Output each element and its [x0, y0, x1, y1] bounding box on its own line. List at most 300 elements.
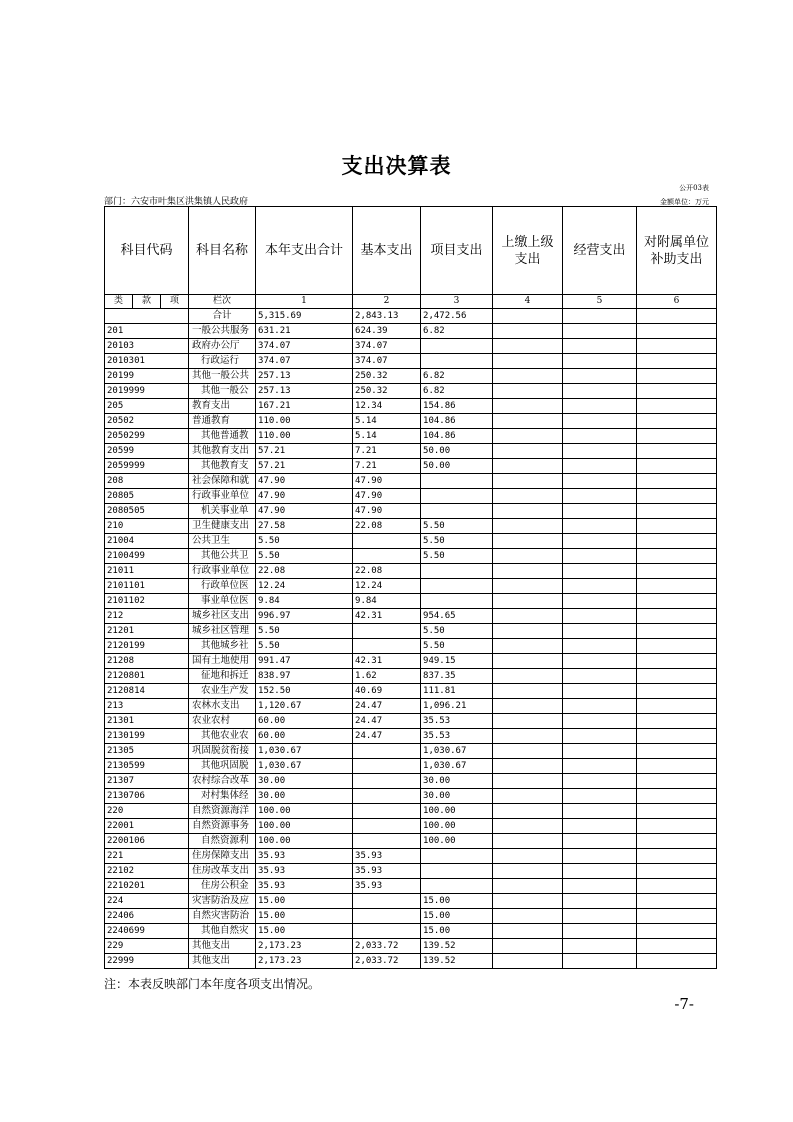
- subsidy-cell: [637, 504, 717, 519]
- total-cell: 57.21: [256, 459, 353, 474]
- upper-cell: [493, 519, 563, 534]
- total-cell: 374.07: [256, 339, 353, 354]
- code-cell: 213: [105, 699, 189, 714]
- subsidy-cell: [637, 759, 717, 774]
- business-cell: [563, 864, 637, 879]
- basic-cell: 250.32: [353, 384, 421, 399]
- table-row: [105, 534, 717, 549]
- table-row: [105, 399, 717, 414]
- subsidy-cell: [637, 834, 717, 849]
- subsidy-cell: [637, 954, 717, 969]
- total-code-cell: [105, 309, 189, 324]
- code-cell: 21004: [105, 534, 189, 549]
- code-cell: 2240699: [105, 924, 189, 939]
- basic-cell: 22.08: [353, 564, 421, 579]
- name-cell: 教育支出: [189, 399, 256, 414]
- header-subsidy: 对附属单位补助支出: [637, 207, 717, 295]
- basic-cell: 40.69: [353, 684, 421, 699]
- code-cell: 22102: [105, 864, 189, 879]
- name-cell: 其他城乡社: [189, 639, 256, 654]
- name-cell: 普通教育: [189, 414, 256, 429]
- project-cell: 50.00: [421, 444, 493, 459]
- header-lanci: 栏次: [189, 295, 256, 309]
- project-cell: 5.50: [421, 534, 493, 549]
- name-cell: 住房改革支出: [189, 864, 256, 879]
- total-cell: 30.00: [256, 789, 353, 804]
- name-cell: 城乡社区支出: [189, 609, 256, 624]
- table-row: [105, 444, 717, 459]
- upper-cell: [493, 834, 563, 849]
- basic-cell: [353, 894, 421, 909]
- business-cell: [563, 384, 637, 399]
- business-cell: [563, 834, 637, 849]
- code-cell: 2010301: [105, 354, 189, 369]
- total-cell: 5.50: [256, 549, 353, 564]
- project-cell: [421, 474, 493, 489]
- code-cell: 20599: [105, 444, 189, 459]
- subsidy-cell: [637, 564, 717, 579]
- basic-cell: 42.31: [353, 654, 421, 669]
- code-cell: 210: [105, 519, 189, 534]
- table-row: [105, 354, 717, 369]
- name-cell: 自然灾害防治: [189, 909, 256, 924]
- upper-cell: [493, 474, 563, 489]
- code-cell: 2080505: [105, 504, 189, 519]
- code-cell: 201: [105, 324, 189, 339]
- business-cell: [563, 759, 637, 774]
- subsidy-cell: [637, 729, 717, 744]
- business-cell: [563, 954, 637, 969]
- basic-cell: [353, 639, 421, 654]
- total-cell: 60.00: [256, 729, 353, 744]
- table-row: [105, 369, 717, 384]
- basic-cell: 35.93: [353, 849, 421, 864]
- business-cell: [563, 729, 637, 744]
- name-cell: 对村集体经: [189, 789, 256, 804]
- upper-cell: [493, 894, 563, 909]
- upper-cell: [493, 819, 563, 834]
- table-row: [105, 459, 717, 474]
- project-cell: 104.86: [421, 414, 493, 429]
- basic-cell: 7.21: [353, 444, 421, 459]
- subsidy-cell: [637, 669, 717, 684]
- business-cell: [563, 684, 637, 699]
- business-cell: [563, 639, 637, 654]
- code-cell: 2120801: [105, 669, 189, 684]
- business-cell: [563, 744, 637, 759]
- project-cell: [421, 489, 493, 504]
- subsidy-cell: [637, 429, 717, 444]
- upper-cell: [493, 714, 563, 729]
- total-basic: 2,843.13: [353, 309, 421, 324]
- name-cell: 机关事业单: [189, 504, 256, 519]
- upper-cell: [493, 759, 563, 774]
- code-cell: 21208: [105, 654, 189, 669]
- basic-cell: 5.14: [353, 414, 421, 429]
- upper-cell: [493, 504, 563, 519]
- subsidy-cell: [637, 819, 717, 834]
- name-cell: 社会保障和就: [189, 474, 256, 489]
- subsidy-cell: [637, 939, 717, 954]
- total-business: [563, 309, 637, 324]
- name-cell: 其他自然灾: [189, 924, 256, 939]
- basic-cell: 250.32: [353, 369, 421, 384]
- total-cell: 1,030.67: [256, 759, 353, 774]
- code-cell: 2100499: [105, 549, 189, 564]
- total-row: [105, 309, 717, 324]
- upper-cell: [493, 564, 563, 579]
- basic-cell: 47.90: [353, 504, 421, 519]
- table-row: [105, 549, 717, 564]
- total-upper: [493, 309, 563, 324]
- code-cell: 2130199: [105, 729, 189, 744]
- total-cell: 47.90: [256, 474, 353, 489]
- name-cell: 征地和拆迁: [189, 669, 256, 684]
- project-cell: [421, 354, 493, 369]
- name-cell: 行政事业单位: [189, 489, 256, 504]
- total-subsidy: [637, 309, 717, 324]
- header-upper: 上缴上级支出: [493, 207, 563, 295]
- basic-cell: 24.47: [353, 714, 421, 729]
- table-row: [105, 594, 717, 609]
- basic-cell: 374.07: [353, 339, 421, 354]
- subsidy-cell: [637, 474, 717, 489]
- subsidy-cell: [637, 699, 717, 714]
- subsidy-cell: [637, 714, 717, 729]
- business-cell: [563, 939, 637, 954]
- subsidy-cell: [637, 579, 717, 594]
- project-cell: 100.00: [421, 804, 493, 819]
- code-cell: 2210201: [105, 879, 189, 894]
- subsidy-cell: [637, 594, 717, 609]
- business-cell: [563, 579, 637, 594]
- upper-cell: [493, 789, 563, 804]
- upper-cell: [493, 909, 563, 924]
- upper-cell: [493, 324, 563, 339]
- subsidy-cell: [637, 849, 717, 864]
- table-row: [105, 429, 717, 444]
- name-cell: 自然资源海洋: [189, 804, 256, 819]
- table-row: [105, 894, 717, 909]
- code-cell: 21301: [105, 714, 189, 729]
- name-cell: 行政单位医: [189, 579, 256, 594]
- total-project: 2,472.56: [421, 309, 493, 324]
- project-cell: 1,030.67: [421, 744, 493, 759]
- subsidy-cell: [637, 609, 717, 624]
- page-title: 支出决算表: [341, 153, 452, 178]
- basic-cell: 24.47: [353, 729, 421, 744]
- project-cell: 100.00: [421, 834, 493, 849]
- table-row: [105, 414, 717, 429]
- subsidy-cell: [637, 549, 717, 564]
- code-cell: 20805: [105, 489, 189, 504]
- basic-cell: [353, 744, 421, 759]
- total-cell: 257.13: [256, 384, 353, 399]
- code-cell: 2019999: [105, 384, 189, 399]
- name-cell: 其他一般公: [189, 384, 256, 399]
- total-cell: 996.97: [256, 609, 353, 624]
- header-basic: 基本支出: [353, 207, 421, 295]
- basic-cell: 624.39: [353, 324, 421, 339]
- col-index-5: 5: [563, 295, 637, 309]
- column-index-row: [105, 295, 717, 309]
- total-cell: 1,120.67: [256, 699, 353, 714]
- upper-cell: [493, 804, 563, 819]
- business-cell: [563, 669, 637, 684]
- project-cell: 104.86: [421, 429, 493, 444]
- basic-cell: 2,033.72: [353, 939, 421, 954]
- basic-cell: 22.08: [353, 519, 421, 534]
- project-cell: 139.52: [421, 939, 493, 954]
- code-cell: 2050299: [105, 429, 189, 444]
- upper-cell: [493, 414, 563, 429]
- name-cell: 住房公积金: [189, 879, 256, 894]
- business-cell: [563, 819, 637, 834]
- name-cell: 城乡社区管理: [189, 624, 256, 639]
- total-cell: 167.21: [256, 399, 353, 414]
- code-cell: 212: [105, 609, 189, 624]
- code-cell: 22999: [105, 954, 189, 969]
- table-row: [105, 609, 717, 624]
- business-cell: [563, 504, 637, 519]
- upper-cell: [493, 444, 563, 459]
- project-cell: 154.86: [421, 399, 493, 414]
- col-index-3: 3: [421, 295, 493, 309]
- project-cell: 949.15: [421, 654, 493, 669]
- business-cell: [563, 474, 637, 489]
- project-cell: 5.50: [421, 519, 493, 534]
- table-row: [105, 804, 717, 819]
- table-row: [105, 909, 717, 924]
- code-cell: 22406: [105, 909, 189, 924]
- project-cell: 15.00: [421, 909, 493, 924]
- table-row: [105, 669, 717, 684]
- table-row: [105, 954, 717, 969]
- total-cell: 110.00: [256, 429, 353, 444]
- business-cell: [563, 564, 637, 579]
- expenditure-table: [104, 206, 717, 969]
- name-cell: 自然资源事务: [189, 819, 256, 834]
- basic-cell: 12.34: [353, 399, 421, 414]
- code-cell: 20502: [105, 414, 189, 429]
- name-cell: 其他教育支出: [189, 444, 256, 459]
- total-cell: 9.84: [256, 594, 353, 609]
- business-cell: [563, 594, 637, 609]
- code-cell: 21305: [105, 744, 189, 759]
- amount-unit-label: 金额单位：万元: [660, 198, 709, 206]
- subsidy-cell: [637, 639, 717, 654]
- col-index-6: 6: [637, 295, 717, 309]
- name-cell: 自然资源利: [189, 834, 256, 849]
- project-cell: 6.82: [421, 384, 493, 399]
- col-index-2: 2: [353, 295, 421, 309]
- basic-cell: [353, 924, 421, 939]
- total-cell: 5.50: [256, 639, 353, 654]
- basic-cell: 35.93: [353, 879, 421, 894]
- name-cell: 农村综合改革: [189, 774, 256, 789]
- business-cell: [563, 399, 637, 414]
- total-cell: 631.21: [256, 324, 353, 339]
- table-row: [105, 639, 717, 654]
- business-cell: [563, 654, 637, 669]
- project-cell: 100.00: [421, 819, 493, 834]
- business-cell: [563, 894, 637, 909]
- code-cell: 21307: [105, 774, 189, 789]
- business-cell: [563, 354, 637, 369]
- project-cell: [421, 879, 493, 894]
- name-cell: 一般公共服务: [189, 324, 256, 339]
- code-cell: 2059999: [105, 459, 189, 474]
- name-cell: 其他一般公共: [189, 369, 256, 384]
- subsidy-cell: [637, 384, 717, 399]
- table-row: [105, 939, 717, 954]
- business-cell: [563, 849, 637, 864]
- subsidy-cell: [637, 339, 717, 354]
- code-cell: 220: [105, 804, 189, 819]
- total-cell: 57.21: [256, 444, 353, 459]
- code-cell: 2101101: [105, 579, 189, 594]
- upper-cell: [493, 549, 563, 564]
- business-cell: [563, 459, 637, 474]
- table-row: [105, 624, 717, 639]
- total-cell: 12.24: [256, 579, 353, 594]
- subsidy-cell: [637, 354, 717, 369]
- business-cell: [563, 339, 637, 354]
- basic-cell: 2,033.72: [353, 954, 421, 969]
- business-cell: [563, 414, 637, 429]
- table-row: [105, 519, 717, 534]
- upper-cell: [493, 534, 563, 549]
- table-row: [105, 564, 717, 579]
- code-cell: 2120199: [105, 639, 189, 654]
- total-cell: 152.50: [256, 684, 353, 699]
- page-number: -7-: [674, 995, 694, 1013]
- form-number: 公开03表: [679, 184, 709, 192]
- upper-cell: [493, 354, 563, 369]
- business-cell: [563, 549, 637, 564]
- header-lei: 类: [105, 295, 133, 309]
- project-cell: [421, 564, 493, 579]
- project-cell: 6.82: [421, 324, 493, 339]
- total-cell: 100.00: [256, 819, 353, 834]
- name-cell: 其他公共卫: [189, 549, 256, 564]
- subsidy-cell: [637, 534, 717, 549]
- header-row: [105, 207, 717, 295]
- total-cell: 991.47: [256, 654, 353, 669]
- upper-cell: [493, 879, 563, 894]
- name-cell: 其他巩固脱: [189, 759, 256, 774]
- table-row: [105, 714, 717, 729]
- project-cell: 837.35: [421, 669, 493, 684]
- project-cell: 5.50: [421, 624, 493, 639]
- project-cell: 35.53: [421, 714, 493, 729]
- upper-cell: [493, 624, 563, 639]
- subsidy-cell: [637, 519, 717, 534]
- upper-cell: [493, 654, 563, 669]
- basic-cell: [353, 804, 421, 819]
- project-cell: 30.00: [421, 774, 493, 789]
- project-cell: 50.00: [421, 459, 493, 474]
- upper-cell: [493, 699, 563, 714]
- code-cell: 20103: [105, 339, 189, 354]
- code-cell: 21011: [105, 564, 189, 579]
- name-cell: 行政事业单位: [189, 564, 256, 579]
- table-row: [105, 789, 717, 804]
- table-row: [105, 849, 717, 864]
- upper-cell: [493, 369, 563, 384]
- business-cell: [563, 924, 637, 939]
- total-cell: 30.00: [256, 774, 353, 789]
- col-index-1: 1: [256, 295, 353, 309]
- upper-cell: [493, 384, 563, 399]
- name-cell: 其他农业农: [189, 729, 256, 744]
- upper-cell: [493, 639, 563, 654]
- name-cell: 农业生产发: [189, 684, 256, 699]
- upper-cell: [493, 684, 563, 699]
- subsidy-cell: [637, 369, 717, 384]
- header-code: 科目代码: [105, 207, 189, 295]
- table-row: [105, 504, 717, 519]
- table-row: [105, 684, 717, 699]
- table-row: [105, 924, 717, 939]
- project-cell: [421, 339, 493, 354]
- project-cell: 30.00: [421, 789, 493, 804]
- business-cell: [563, 369, 637, 384]
- table-row: [105, 879, 717, 894]
- code-cell: 205: [105, 399, 189, 414]
- basic-cell: [353, 909, 421, 924]
- basic-cell: [353, 819, 421, 834]
- subsidy-cell: [637, 864, 717, 879]
- upper-cell: [493, 579, 563, 594]
- subsidy-cell: [637, 399, 717, 414]
- basic-cell: [353, 759, 421, 774]
- upper-cell: [493, 669, 563, 684]
- total-cell: 35.93: [256, 879, 353, 894]
- subsidy-cell: [637, 444, 717, 459]
- code-cell: 229: [105, 939, 189, 954]
- header-kuan: 款: [133, 295, 161, 309]
- header-business: 经营支出: [563, 207, 637, 295]
- total-cell: 60.00: [256, 714, 353, 729]
- business-cell: [563, 699, 637, 714]
- table-row: [105, 384, 717, 399]
- total-cell: 374.07: [256, 354, 353, 369]
- name-cell: 其他支出: [189, 939, 256, 954]
- name-cell: 卫生健康支出: [189, 519, 256, 534]
- table-row: [105, 834, 717, 849]
- basic-cell: 24.47: [353, 699, 421, 714]
- upper-cell: [493, 924, 563, 939]
- table-row: [105, 699, 717, 714]
- code-cell: 20199: [105, 369, 189, 384]
- department-label: 部门：六安市叶集区洪集镇人民政府: [104, 197, 249, 207]
- project-cell: 954.65: [421, 609, 493, 624]
- total-cell: 100.00: [256, 804, 353, 819]
- upper-cell: [493, 459, 563, 474]
- total-cell: 5.50: [256, 534, 353, 549]
- business-cell: [563, 879, 637, 894]
- basic-cell: 5.14: [353, 429, 421, 444]
- project-cell: 5.50: [421, 639, 493, 654]
- business-cell: [563, 534, 637, 549]
- name-cell: 农业农村: [189, 714, 256, 729]
- total-cell: 5.50: [256, 624, 353, 639]
- total-cell: 2,173.23: [256, 954, 353, 969]
- upper-cell: [493, 489, 563, 504]
- name-cell: 其他支出: [189, 954, 256, 969]
- project-cell: 15.00: [421, 924, 493, 939]
